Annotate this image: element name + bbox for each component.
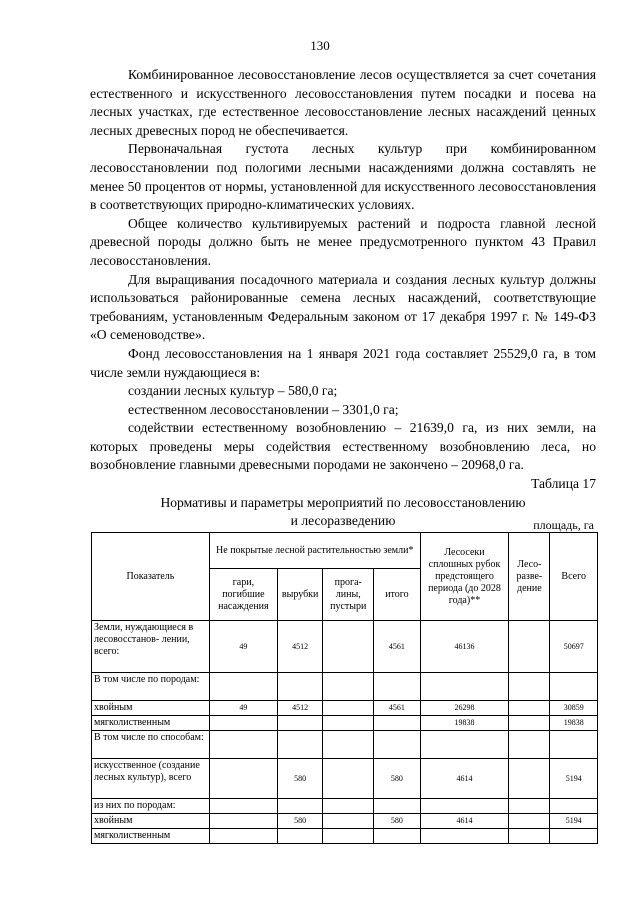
table-title-line1: Нормативы и параметры мероприятий по лесовосстановлению: [160, 494, 526, 510]
cell-glades: [323, 621, 374, 673]
cell-total: 19838: [550, 716, 598, 731]
header-glades: прога- лины, пустыри: [323, 569, 374, 621]
cell-clearcuts: 26298: [420, 701, 509, 716]
cell-cuttings: [277, 716, 322, 731]
paragraph-initial-density: Первоначальная густота лесных культур при комбинированном лесовосстановлении под пологими лесными насаждениями должна составлять не менее 50 процентов от нормы, установленной для искусственного лесовосстановления в соответствующих природно-климатических условиях.: [90, 141, 596, 213]
list-item: создании лесных культур – 580,0 га;: [128, 383, 338, 399]
cell-total: [550, 829, 598, 844]
page-number: 130: [310, 38, 330, 53]
cell-total: 30859: [550, 701, 598, 716]
table-row: [92, 716, 598, 731]
cell-total: 5194: [550, 759, 598, 799]
cell-clearcuts: [420, 799, 509, 814]
cell-burned: 49: [209, 621, 277, 673]
cell-clearcuts: [420, 829, 509, 844]
row-label: хвойным: [92, 701, 210, 716]
cell-glades: [323, 673, 374, 701]
cell-cuttings: 580: [277, 759, 322, 799]
table-row: [92, 814, 598, 829]
cell-clearcuts: 4614: [420, 814, 509, 829]
cell-cuttings: 580: [277, 814, 322, 829]
header-clearcuts: Лесосеки сплошных рубок предстоящего периода (до 2028 года)**: [420, 533, 509, 621]
cell-glades: [323, 759, 374, 799]
cell-afforestation: [509, 716, 550, 731]
cell-afforestation: [509, 621, 550, 673]
cell-total: [550, 673, 598, 701]
paragraph-seed-material: Для выращивания посадочного материала и создания лесных культур должны использоваться районированные семена лесных насаждений, соответствующие требованиям, установленным Федеральным законом от 17 декабря 1997 г. № 149-ФЗ «О семеноводстве».: [90, 271, 596, 343]
table-row: [92, 731, 598, 759]
header-indicator: Показатель: [92, 533, 210, 621]
cell-glades: [323, 829, 374, 844]
cell-afforestation: [509, 759, 550, 799]
cell-afforestation: [509, 814, 550, 829]
cell-burned: [209, 716, 277, 731]
cell-burned: [209, 799, 277, 814]
table-caption: Таблица 17: [531, 476, 596, 492]
cell-burned: [209, 814, 277, 829]
cell-burned: 49: [209, 701, 277, 716]
cell-total: [550, 799, 598, 814]
header-not-covered: Не покрытые лесной растительностью земли*: [209, 533, 420, 569]
table-row: [92, 829, 598, 844]
row-label: Земли, нуждающиеся в лесовосстанов- лении, всего:: [92, 621, 210, 673]
cell-glades: [323, 799, 374, 814]
body-text: [90, 66, 596, 530]
cell-clearcuts: [420, 731, 509, 759]
cell-burned: [209, 829, 277, 844]
cell-total: [550, 731, 598, 759]
cell-subtotal: 4561: [374, 701, 421, 716]
cell-afforestation: [509, 673, 550, 701]
cell-glades: [323, 731, 374, 759]
cell-burned: [209, 759, 277, 799]
cell-clearcuts: 46136: [420, 621, 509, 673]
table-row: [92, 799, 598, 814]
cell-cuttings: 4512: [277, 621, 322, 673]
cell-cuttings: 4512: [277, 701, 322, 716]
row-label: мягколиственным: [92, 829, 210, 844]
cell-subtotal: 4561: [374, 621, 421, 673]
table-row: [92, 701, 598, 716]
header-cuttings: вырубки: [277, 569, 322, 621]
cell-subtotal: [374, 731, 421, 759]
cell-glades: [323, 701, 374, 716]
cell-burned: [209, 673, 277, 701]
row-label: В том числе по способам:: [92, 731, 210, 759]
paragraph-natural-regeneration: содействии естественному возобновлению – 21639,0 га, из них земли, на которых проведены меры содействия естественному возобновлению леса, но возобновление главными древесными породами не закончено – 20968,0 га.: [90, 420, 596, 473]
cell-clearcuts: 19838: [420, 716, 509, 731]
cell-afforestation: [509, 701, 550, 716]
reforestation-norms-table: [91, 532, 598, 844]
cell-afforestation: [509, 731, 550, 759]
cell-clearcuts: 4614: [420, 759, 509, 799]
cell-glades: [323, 814, 374, 829]
header-afforestation: Лесо- разве- дение: [509, 533, 550, 621]
cell-subtotal: 580: [374, 759, 421, 799]
row-label: В том числе по породам:: [92, 673, 210, 701]
header-subtotal: итого: [374, 569, 421, 621]
cell-glades: [323, 716, 374, 731]
cell-subtotal: [374, 829, 421, 844]
table-title: [90, 494, 596, 530]
header-burned: гари, погибшие насаждения: [209, 569, 277, 621]
cell-subtotal: [374, 673, 421, 701]
cell-clearcuts: [420, 673, 509, 701]
table-row: [92, 673, 598, 701]
cell-cuttings: [277, 799, 322, 814]
paragraph-combined-reforestation: Комбинированное лесовосстановление лесов осуществляется за счет сочетания естественного и искусственного лесовосстановления путем посадки и посева на лесных участках, где естественное лесовосстановление лесных насаждений ценных лесных древесных пород не обеспечивается.: [90, 67, 596, 138]
cell-total: 50697: [550, 621, 598, 673]
table-title-line2: и лесоразведению: [290, 512, 396, 528]
paragraph-total-plants: Общее количество культивируемых растений и подроста главной лесной древесной породы должно быть не менее предусмотренного пунктом 43 Правил лесовосстановления.: [90, 215, 596, 268]
cell-afforestation: [509, 829, 550, 844]
cell-total: 5194: [550, 814, 598, 829]
cell-subtotal: [374, 716, 421, 731]
cell-cuttings: [277, 673, 322, 701]
list-item: естественном лесовосстановлении – 3301,0 га;: [128, 401, 399, 417]
cell-subtotal: [374, 799, 421, 814]
cell-burned: [209, 731, 277, 759]
table-row: [92, 759, 598, 799]
row-label: искусственное (создание лесных культур), всего: [92, 759, 210, 799]
paragraph-reforestation-fund: Фонд лесовосстановления на 1 января 2021 года составляет 25529,0 га, в том числе земли нуждающиеся в:: [90, 345, 596, 380]
table-row: [92, 621, 598, 673]
table-units: площадь, га: [533, 518, 594, 532]
header-total: Всего: [550, 533, 598, 621]
row-label: мягколиственным: [92, 716, 210, 731]
cell-cuttings: [277, 829, 322, 844]
row-label: из них по породам:: [92, 799, 210, 814]
cell-subtotal: 580: [374, 814, 421, 829]
row-label: хвойным: [92, 814, 210, 829]
cell-cuttings: [277, 731, 322, 759]
cell-afforestation: [509, 799, 550, 814]
